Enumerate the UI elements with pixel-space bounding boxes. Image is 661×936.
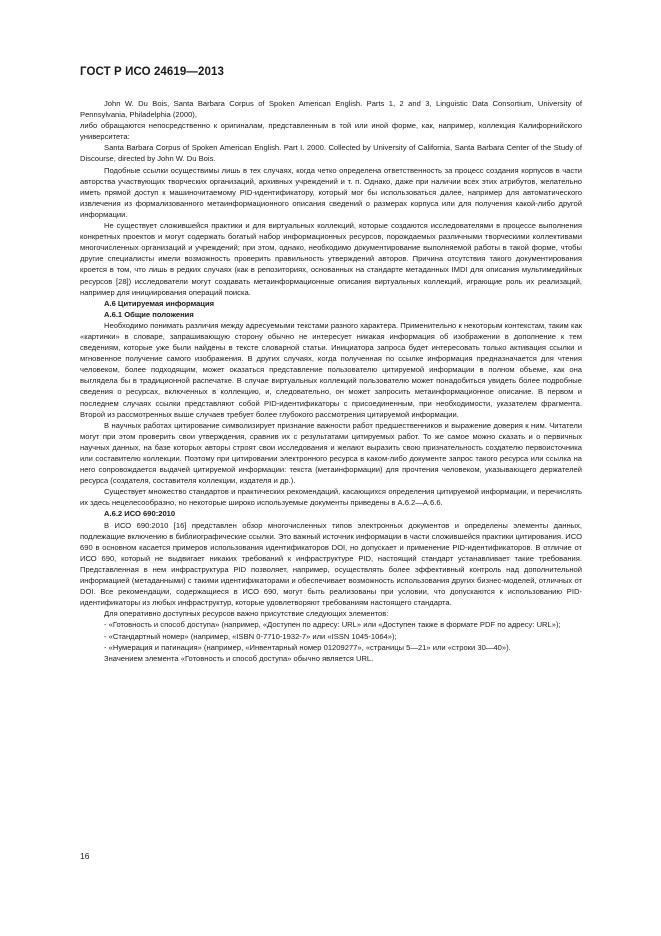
section-heading: А.6 Цитируемая информация: [104, 298, 215, 308]
paragraph: Для оперативно доступных ресурсов важно присутствие следующих элементов:: [104, 609, 389, 619]
document-header: ГОСТ Р ИСО 24619—2013: [80, 66, 225, 78]
page-number: 16: [80, 851, 90, 861]
paragraph: Существует множество стандартов и практических рекомендаций, касающихся определения цитируемой информации, и перечислять их здесь нецелесообразно, но некоторые широко используемые документы приведены в А.6.2—А.6.6.: [80, 487, 582, 508]
paragraph: В научных работах цитирование символизирует признание важности работ предшественников и выражение доверия к ним. Читатели могут при этом проверить свои утверждения, сравнив их с результатами цитируемых работ. То же самое можно сказать и о первичных научных данных, на базе которых авторы строят свои исследования и желают выразить свою признательность создателю первоисточника или составителю коллекции. Поэтому при цитировании электронного ресурса в каком-либо документе запрос такого ресурса или ссылка на него сопровождается выдачей цитируемой информации: текста (метаинформации) для прочтения человеком, указывающего держателей ресурса (создателя, составителя коллекции, издателя и др.).: [80, 420, 582, 486]
paragraph: - «Нумерация и пагинация» (например, «Инвентарный номер 01209277», «страницы 5—21» или «строки 30—40»).: [104, 642, 511, 652]
paragraph: Подобные ссылки осуществимы лишь в тех случаях, когда четко определена ответственность за процесс создания корпусов в части авторства участвующих творческих организаций, архивных учреждений и т. п. Однако, даже при наличии всех этих атрибутов, желательно иметь прямой доступ к машиночитаемому PID-идентификатору, который мог бы использоваться далее, например для автоматического извлечения из формализованного метаинформационного описания сведений о размерах корпуса или для получения какой-либо другой информации.: [80, 165, 582, 219]
paragraph: Не существует сложившейся практики и для виртуальных коллекций, которые создаются исследователями в процессе выполнения конкретных проектов и могут содержать богатый набор информационных ресурсов, порождаемых различными творческими коллективами многочисленных организаций и учреждений; при этом, однако, необходимо документирование выполняемой работы в такой форме, чтобы другие специалисты имели возможность проверить правильность утверждений авторов. Причина отсутствия такого документирования кроется в том, что лишь в редких случаях (как в репозиториях, основанных на стандарте метаданных IMDI для описания мультимедийных ресурсов [28]) исследователи могут создавать метаинформационные описания виртуальных коллекций, играющие роль их реализаций, например для инициирования операций поиска.: [80, 221, 582, 297]
paragraph: либо обращаются непосредственно к оригиналам, представленным в той или иной форме, как, например, коллекция Калифорнийского университета:: [80, 121, 582, 142]
paragraph: Santa Barbara Corpus of Spoken American English. Part I. 2000. Collected by University of California, Santa Barbara Center of the Study of Discourse, directed by John W. Du Bois.: [80, 143, 582, 164]
paragraph: В ИСО 690:2010 [16] представлен обзор многочисленных типов электронных документов и определены элементы данных, подлежащие включению в библиографические ссылки. Это важный источник информации в части сложившейся практики цитирования. ИСО 690 в основном касается примеров использования идентификаторов DOI, но допускает и применение PID-идентификаторов. В отличие от ИСО 690, который не выдвигает никаких требований к инфраструктуре PID, настоящий стандарт устанавливает такие требования. Представленная в нем инфраструктура PID позволяет, например, осуществлять более эффективный контроль над дополнительной информацией (метаданными) с такими идентификаторами и обеспечивает возможность использования других бизнес-моделей, отличных от DOI. Все рекомендации, содержащиеся в ИСО 690, могут быть реализованы при условии, что допускаются к использованию PID-идентификаторы из любых инфраструктур, которые удовлетворяют требованиям настоящего стандарта.: [80, 520, 582, 608]
paragraph: John W. Du Bois, Santa Barbara Corpus of Spoken American English. Parts 1, 2 and 3, Linguistic Data Consortium, University of Pennsylvania, Philadelphia (2000),: [80, 99, 582, 120]
paragraph: Необходимо понимать различия между адресуемыми текстами разного характера. Применительно к некоторым контекстам, таким как «картинки» в словаре, запрашивающую сторону обычно не интересует никакая информация об изображении в дополнение к тем сведениям, которые уже были найдены в тексте словарной статьи. Инициатора запроса будет интересовать только активация ссылки и мгновенное получение самого изображения. В других случаях, когда полученная по ссылке информация предназначается для чтения человеком, более подходящим, может оказаться представление пользователю цитируемой информации в полном объеме, как она выглядела бы в традиционной распечатке. В случае виртуальных коллекций пользователю может понадобиться увидеть более подробные сведения о ресурсах, включенных в коллекцию, и, следовательно, он может запросить метаинформационное описание. В первом и последнем случаях ссылки представляют собой PID-идентификаторы с присоединенным, при необходимости, указателем фрагмента. Второй из рассмотренных выше случаев требует более глубокого рассмотрения цитируемой информации.: [80, 320, 582, 419]
document-body: [80, 98, 582, 664]
section-heading: А.6.1 Общие положения: [104, 309, 194, 319]
paragraph: Значением элемента «Готовность и способ доступа» обычно является URL.: [104, 653, 374, 663]
section-heading: А.6.2 ИСО 690:2010: [104, 509, 176, 519]
paragraph: - «Стандартный номер» (например, «ISBN 0-7710-1932-7» или «ISSN 1045-1064»);: [104, 631, 397, 641]
paragraph: - «Готовность и способ доступа» (например, «Доступен по адресу: URL» или «Доступен также в формате PDF по адресу: URL»);: [104, 620, 561, 630]
